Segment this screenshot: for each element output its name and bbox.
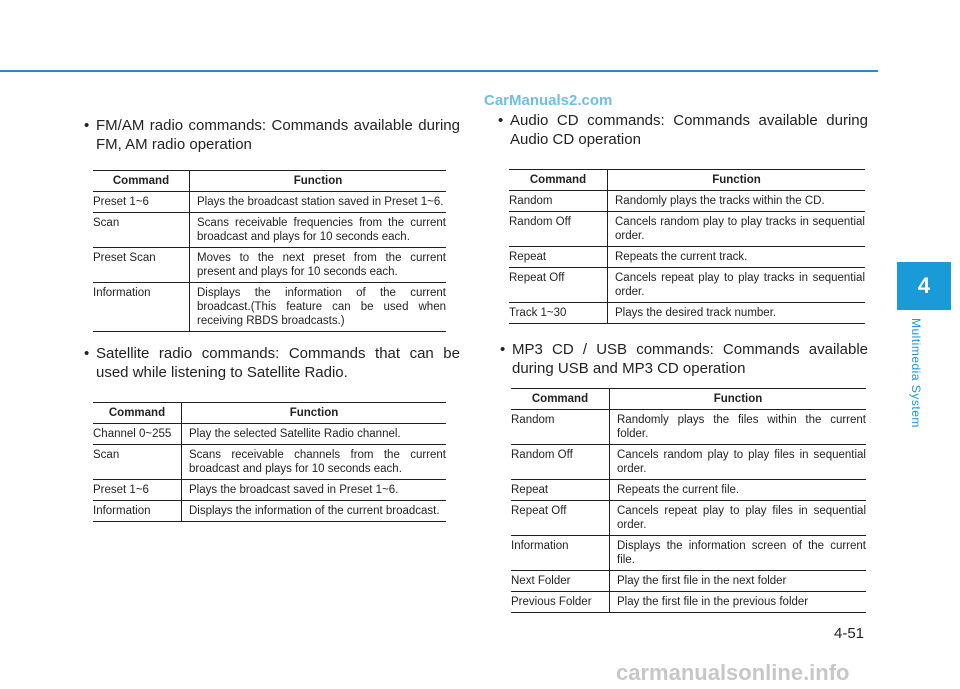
table-header-row: [93, 171, 446, 192]
table-row: [93, 445, 446, 480]
table-row: [93, 213, 446, 248]
bullet-dot: •: [498, 112, 504, 129]
table-row: [511, 501, 866, 536]
command-cell: Track 1~30: [509, 303, 608, 324]
table-row: [93, 248, 446, 283]
table-row: [93, 424, 446, 445]
command-cell: Random: [511, 410, 610, 445]
bullet-mp3-usb: [500, 340, 868, 378]
header-rule: [0, 70, 878, 72]
function-cell: Play the first file in the next folder: [610, 571, 867, 592]
bullet-fm-am: [84, 116, 460, 154]
table-row: [511, 571, 866, 592]
bullet-dot: •: [84, 117, 90, 134]
command-cell: Repeat: [511, 480, 610, 501]
bullet-dot: •: [500, 341, 506, 358]
column-header-command: Command: [93, 171, 190, 192]
audio-cd-table: [509, 169, 865, 324]
table-row: [509, 268, 865, 303]
function-cell: Play the selected Satellite Radio channel.: [182, 424, 447, 445]
command-cell: Scan: [93, 213, 190, 248]
table-row: [511, 410, 866, 445]
function-cell: Plays the broadcast saved in Preset 1~6.: [182, 480, 447, 501]
table-row: [509, 303, 865, 324]
table-row: [511, 536, 866, 571]
function-cell: Randomly plays the files within the current folder.: [610, 410, 867, 445]
column-header-function: Function: [608, 170, 866, 191]
function-cell: Cancels random play to play tracks in sequential order.: [608, 212, 866, 247]
command-cell: Information: [511, 536, 610, 571]
column-header-command: Command: [93, 403, 182, 424]
watermark-bottom: carmanualsonline.info: [616, 660, 850, 685]
command-cell: Preset 1~6: [93, 480, 182, 501]
function-cell: Scans receivable frequencies from the current broadcast and plays for 10 seconds each.: [190, 213, 447, 248]
table-row: [509, 191, 865, 212]
chapter-tab: 4: [897, 262, 951, 310]
command-cell: Random: [509, 191, 608, 212]
command-cell: Channel 0~255: [93, 424, 182, 445]
column-header-command: Command: [509, 170, 608, 191]
function-cell: Cancels repeat play to play tracks in sequential order.: [608, 268, 866, 303]
table-row: [509, 212, 865, 247]
table-row: [93, 192, 446, 213]
function-cell: Scans receivable channels from the current broadcast and plays for 10 seconds each.: [182, 445, 447, 480]
command-cell: Repeat Off: [511, 501, 610, 536]
function-cell: Moves to the next preset from the current present and plays for 10 seconds each.: [190, 248, 447, 283]
command-cell: Repeat: [509, 247, 608, 268]
page-number: 4-51: [834, 625, 865, 642]
function-cell: Repeats the current track.: [608, 247, 866, 268]
command-cell: Preset Scan: [93, 248, 190, 283]
function-cell: Plays the desired track number.: [608, 303, 866, 324]
table-row: [93, 283, 446, 332]
column-header-function: Function: [610, 389, 867, 410]
watermark-top: CarManuals2.com: [484, 92, 613, 109]
function-cell: Cancels repeat play to play files in sequential order.: [610, 501, 867, 536]
table-row: [509, 247, 865, 268]
function-cell: Displays the information screen of the current file.: [610, 536, 867, 571]
satellite-table: [93, 402, 446, 522]
bullet-audio-cd: [498, 111, 868, 149]
function-cell: Repeats the current file.: [610, 480, 867, 501]
bullet-dot: •: [84, 345, 90, 362]
table-row: [93, 501, 446, 522]
bullet-text: MP3 CD / USB commands: Commands available during USB and MP3 CD operation: [512, 341, 868, 377]
table-header-row: [511, 389, 866, 410]
column-header-function: Function: [190, 171, 447, 192]
column-header-function: Function: [182, 403, 447, 424]
table-header-row: [93, 403, 446, 424]
command-cell: Random Off: [509, 212, 608, 247]
chapter-title: Multimedia System: [909, 318, 923, 428]
function-cell: Displays the information of the current broadcast.: [182, 501, 447, 522]
function-cell: Play the first file in the previous folder: [610, 592, 867, 613]
command-cell: Preset 1~6: [93, 192, 190, 213]
bullet-text: Satellite radio commands: Commands that can be used while listening to Satellite Radio.: [96, 345, 460, 381]
table-row: [511, 445, 866, 480]
command-cell: Next Folder: [511, 571, 610, 592]
command-cell: Previous Folder: [511, 592, 610, 613]
command-cell: Random Off: [511, 445, 610, 480]
table-row: [93, 480, 446, 501]
table-header-row: [509, 170, 865, 191]
mp3-usb-table: [511, 388, 866, 613]
function-cell: Displays the information of the current broadcast.(This feature can be used when receiving RBDS broadcasts.): [190, 283, 447, 332]
command-cell: Information: [93, 501, 182, 522]
command-cell: Scan: [93, 445, 182, 480]
function-cell: Cancels random play to play files in sequential order.: [610, 445, 867, 480]
function-cell: Plays the broadcast station saved in Preset 1~6.: [190, 192, 447, 213]
table-row: [511, 592, 866, 613]
command-cell: Repeat Off: [509, 268, 608, 303]
bullet-text: Audio CD commands: Commands available during Audio CD operation: [510, 112, 868, 148]
function-cell: Randomly plays the tracks within the CD.: [608, 191, 866, 212]
column-header-command: Command: [511, 389, 610, 410]
bullet-satellite: [84, 344, 460, 382]
bullet-text: FM/AM radio commands: Commands available during FM, AM radio operation: [96, 117, 460, 153]
table-row: [511, 480, 866, 501]
command-cell: Information: [93, 283, 190, 332]
fm-am-table: [93, 170, 446, 332]
